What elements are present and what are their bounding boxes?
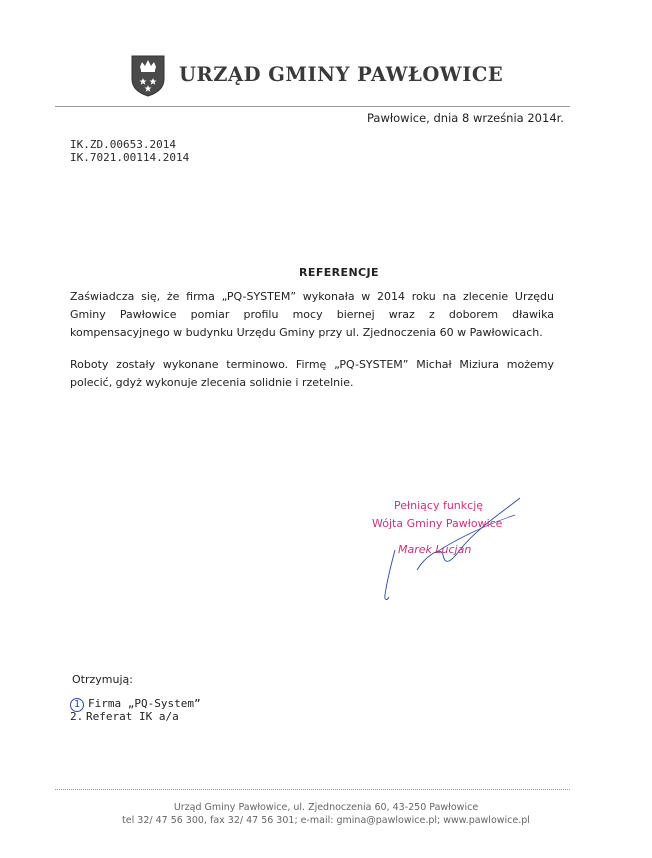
stamp-name: Marek Lucjan	[398, 543, 472, 556]
recipients-label: Otrzymują:	[72, 673, 133, 686]
stamp-line: Pełniący funkcję	[394, 499, 484, 512]
footer-contact: tel 32/ 47 56 300, fax 32/ 47 56 301; e-mail: gmina@pawlowice.pl; www.pawlowice.pl	[122, 815, 530, 826]
organization-title: URZĄD GMINY PAWŁOWICE	[179, 63, 504, 86]
body-paragraph: Zaświadcza się, że firma „PQ-SYSTEM” wykonała w 2014 roku na zlecenie Urzędu Gminy Pawłowice pomiar profilu mocy biernej wraz z doborem dławika kompensacyjnego w budynku Urzędu Gminy przy ul. Zjednoczenia 60 w Pawłowicach.	[70, 290, 554, 339]
reference-number: IK.ZD.00653.2014	[70, 138, 176, 151]
recipient-text: Referat IK a/a	[86, 710, 179, 723]
body-paragraph: Roboty zostały wykonane terminowo. Firmę „PQ-SYSTEM” Michał Miziura możemy polecić, gdyż wykonuje zlecenia solidnie i rzetelnie.	[70, 358, 554, 389]
header-divider	[55, 106, 570, 107]
stamp-line: Wójta Gminy Pawłowice	[372, 517, 503, 530]
footer-address: Urząd Gminy Pawłowice, ul. Zjednoczenia 60, 43-250 Pawłowice	[173, 802, 479, 813]
date-line: Pawłowice, dnia 8 września 2014r.	[367, 111, 564, 125]
recipient-text: Firma „PQ-System”	[88, 697, 201, 710]
document-heading	[0, 266, 652, 279]
recipient-item	[70, 710, 179, 723]
coat-of-arms-logo	[131, 55, 165, 97]
reference-number: IK.7021.00114.2014	[70, 151, 190, 164]
recipient-number: 1	[70, 698, 84, 712]
footer-divider	[55, 789, 570, 790]
heading-text: REFERENCJE	[299, 266, 379, 279]
recipient-number: 2.	[70, 710, 84, 723]
